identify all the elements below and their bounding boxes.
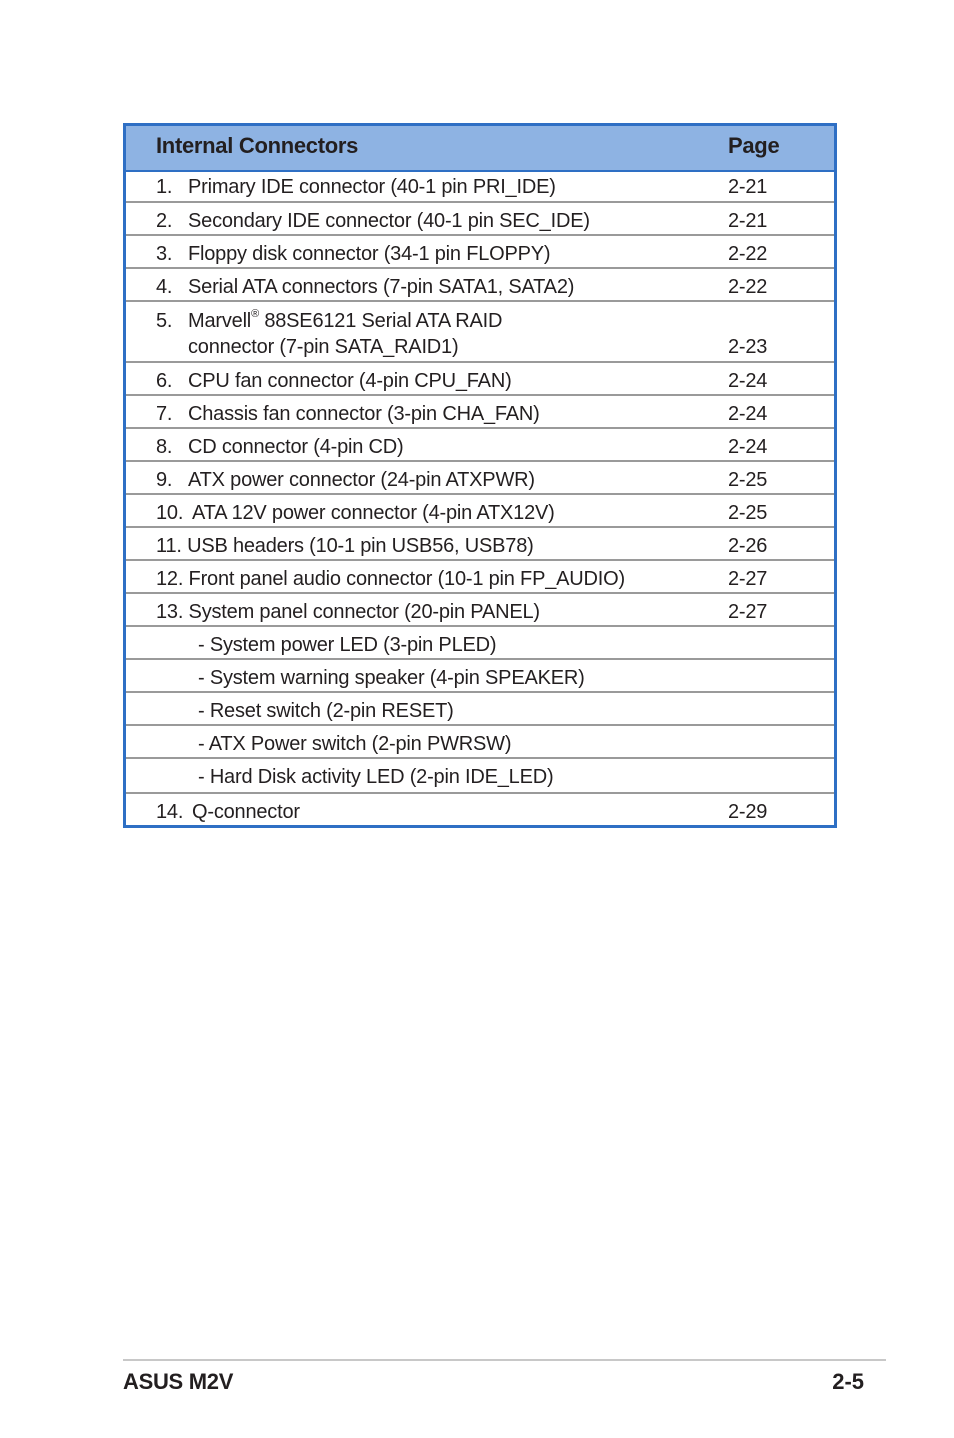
row-page: 2-25 — [728, 469, 768, 491]
row-page: 2-24 — [728, 370, 768, 392]
row-label: Primary IDE connector (40-1 pin PRI_IDE) — [188, 176, 556, 198]
table-subrow — [126, 693, 834, 726]
row-label: ATX power connector (24-pin ATXPWR) — [188, 469, 535, 491]
registered-mark: ® — [251, 308, 259, 320]
table-row — [126, 561, 834, 594]
row-number: 1. — [156, 176, 173, 198]
table-subrow — [126, 726, 834, 759]
row-page: 2-21 — [728, 176, 768, 198]
row-number: 5. — [156, 310, 173, 332]
row-number: 7. — [156, 403, 173, 425]
row-label: Q-connector — [192, 801, 300, 823]
table-row — [126, 794, 834, 827]
row-number: 6. — [156, 370, 173, 392]
table-row — [126, 203, 834, 236]
row-label: CD connector (4-pin CD) — [188, 436, 404, 458]
row-page: 2-24 — [728, 436, 768, 458]
row-page: 2-22 — [728, 276, 768, 298]
row-page: 2-24 — [728, 403, 768, 425]
table-row — [126, 594, 834, 627]
row-label: 11. USB headers (10-1 pin USB56, USB78) — [156, 535, 534, 557]
connectors-table — [123, 123, 837, 828]
row-page: 2-22 — [728, 243, 768, 265]
row-number: 4. — [156, 276, 173, 298]
row-label: 12. Front panel audio connector (10-1 pin FP_AUDIO) — [156, 568, 625, 590]
row-page: 2-23 — [728, 336, 768, 358]
table-body — [126, 172, 834, 827]
footer-product: ASUS M2V — [123, 1369, 234, 1394]
table-subrow — [126, 759, 834, 794]
table-row — [126, 172, 834, 203]
table-row — [126, 236, 834, 269]
table-row — [126, 269, 834, 302]
row-number: 8. — [156, 436, 173, 458]
row-label: CPU fan connector (4-pin CPU_FAN) — [188, 370, 512, 392]
row-label: Floppy disk connector (34-1 pin FLOPPY) — [188, 243, 551, 265]
subrow-label: - System warning speaker (4-pin SPEAKER) — [198, 667, 585, 689]
row-label-brand: Marvell — [188, 310, 252, 332]
table-row — [126, 363, 834, 396]
table-row — [126, 528, 834, 561]
row-label — [188, 310, 502, 333]
row-label: 13. System panel connector (20-pin PANEL) — [156, 601, 540, 623]
subrow-label: - Hard Disk activity LED (2-pin IDE_LED) — [198, 766, 554, 788]
table-subrow — [126, 627, 834, 660]
row-label: Secondary IDE connector (40-1 pin SEC_IDE) — [188, 210, 590, 232]
footer-page-number: 2-5 — [832, 1369, 864, 1394]
table-subrow — [126, 660, 834, 693]
row-number: 10. — [156, 502, 184, 524]
subrow-label: - Reset switch (2-pin RESET) — [198, 700, 454, 722]
row-page: 2-27 — [728, 601, 768, 623]
subrow-label: - System power LED (3-pin PLED) — [198, 634, 497, 656]
row-number: 2. — [156, 210, 173, 232]
footer-divider — [123, 1359, 886, 1361]
table-row — [126, 429, 834, 462]
row-number: 9. — [156, 469, 173, 491]
row-page: 2-26 — [728, 535, 768, 557]
row-label: Serial ATA connectors (7-pin SATA1, SATA2) — [188, 276, 575, 298]
table-row — [126, 396, 834, 429]
row-page: 2-27 — [728, 568, 768, 590]
table-row — [126, 302, 834, 363]
row-label: ATA 12V power connector (4-pin ATX12V) — [192, 502, 555, 524]
row-label-rest: 88SE6121 Serial ATA RAID — [258, 310, 503, 332]
header-page: Page — [728, 133, 780, 158]
table-row — [126, 462, 834, 495]
row-page: 2-21 — [728, 210, 768, 232]
row-number: 14. — [156, 801, 184, 823]
row-label: Chassis fan connector (3-pin CHA_FAN) — [188, 403, 540, 425]
subrow-label: - ATX Power switch (2-pin PWRSW) — [198, 733, 512, 755]
table-header — [126, 126, 834, 172]
row-page: 2-25 — [728, 502, 768, 524]
row-number: 3. — [156, 243, 173, 265]
header-title: Internal Connectors — [156, 133, 359, 158]
table-row — [126, 495, 834, 528]
row-page: 2-29 — [728, 801, 768, 823]
row-label-line2: connector (7-pin SATA_RAID1) — [188, 336, 459, 358]
